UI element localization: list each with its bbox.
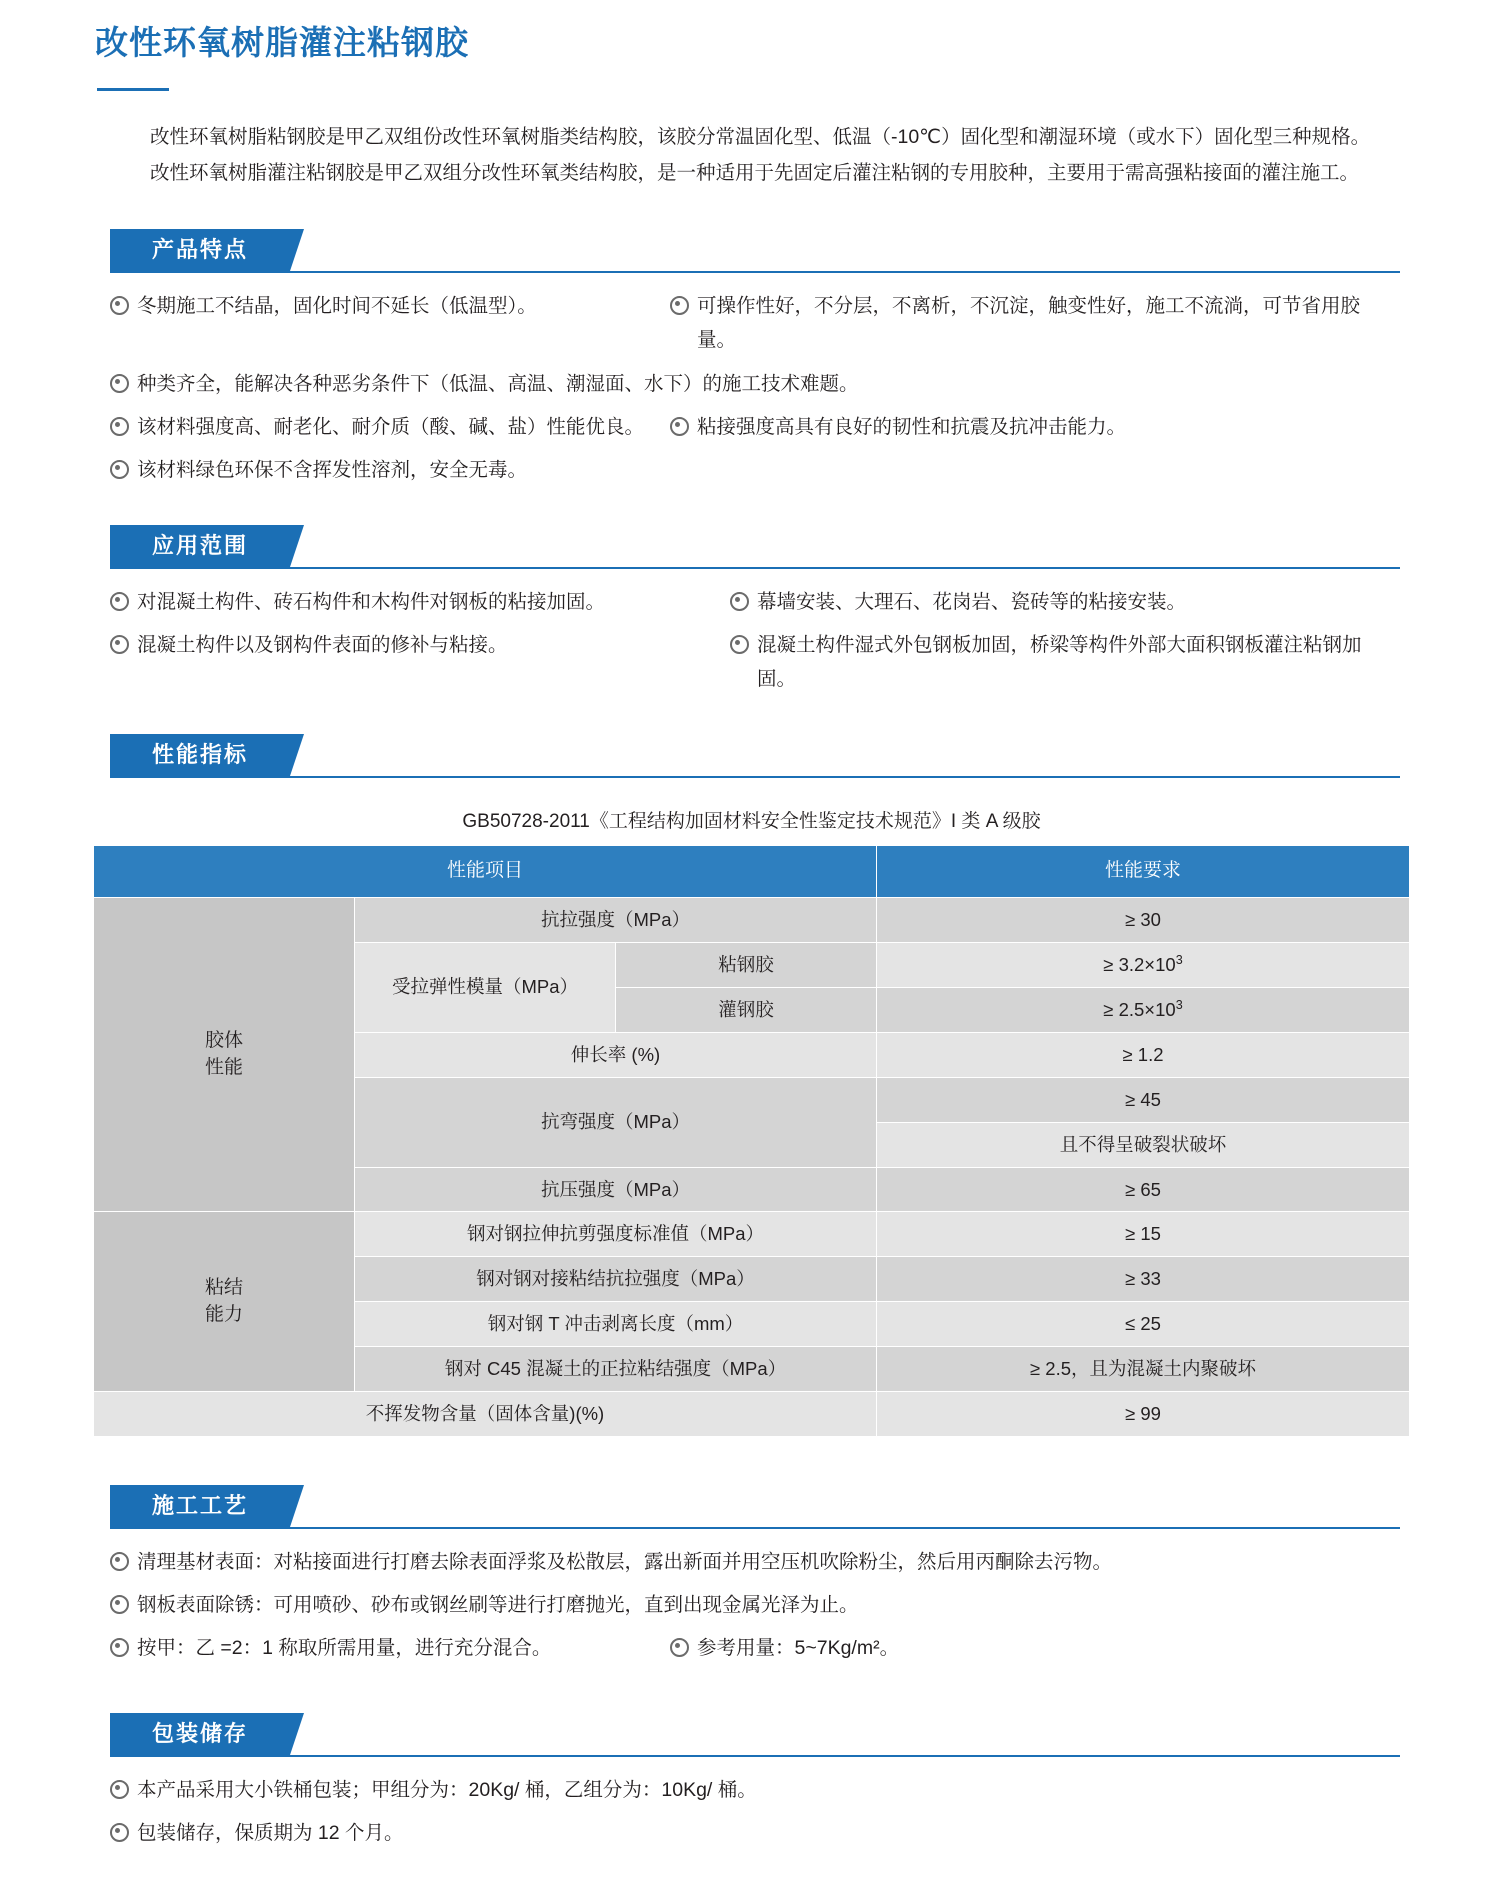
cell-value: ≥ 1.2 [877, 1032, 1410, 1077]
bullet-dot-icon [110, 296, 129, 315]
cell-value: ≤ 25 [877, 1302, 1410, 1347]
table-caption: GB50728-2011《工程结构加固材料安全性鉴定技术规范》I 类 A 级胶 [462, 811, 1041, 833]
cell-value: ≥ 99 [877, 1392, 1410, 1437]
section-header-performance [110, 734, 290, 776]
page-title: 改性环氧树脂灌注粘钢胶 [95, 24, 469, 61]
bullet-text: 参考用量：5~7Kg/m²。 [697, 1637, 900, 1660]
feature-bullet [110, 453, 1393, 487]
list-item [110, 1773, 1393, 1807]
list-item [110, 1588, 1393, 1622]
packaging-list [0, 1773, 1503, 1850]
section-underline [110, 1527, 1400, 1529]
bullet-text: 该材料绿色环保不含挥发性溶剂，安全无毒。 [137, 458, 528, 481]
cell-subitem: 灌钢胶 [616, 987, 877, 1032]
row-group-label-1: 胶体 性能 [94, 897, 355, 1212]
feature-bullet [110, 289, 670, 323]
bullet-dot-icon [110, 635, 129, 654]
bullet-dot-icon [110, 460, 129, 479]
bullet-dot-icon [110, 417, 129, 436]
list-item [110, 410, 1393, 444]
row-group-label-2: 粘结 能力 [94, 1212, 355, 1392]
cell-value: ≥ 45 [877, 1077, 1410, 1122]
section-header-process [110, 1485, 290, 1527]
list-item [110, 367, 1393, 401]
application-bullet [730, 628, 1393, 696]
bullet-dot-icon [110, 1823, 129, 1842]
application-bullet [110, 585, 730, 619]
title-underline [97, 88, 169, 91]
section-header-packaging [110, 1713, 290, 1755]
intro-paragraph-1: 改性环氧树脂粘钢胶是甲乙双组份改性环氧树脂类结构胶，该胶分常温固化型、低温（-10℃）固化型和潮湿环境（或水下）固化型三种规格。 [150, 126, 1371, 149]
feature-bullet [110, 410, 670, 444]
section-label: 产品特点 [151, 237, 248, 263]
list-item [110, 453, 1393, 487]
section-label: 性能指标 [151, 742, 248, 768]
bullet-dot-icon [110, 1552, 129, 1571]
bullet-dot-icon [110, 1780, 129, 1799]
bullet-text: 可操作性好，不分层，不离析，不沉淀，触变性好，施工不流淌，可节省用胶量。 [697, 295, 1361, 352]
bullet-text: 幕墙安装、大理石、花岗岩、瓷砖等的粘接安装。 [757, 590, 1187, 613]
cell-value: ≥ 65 [877, 1167, 1410, 1212]
list-item [110, 1631, 1393, 1665]
features-list [0, 289, 1503, 487]
section-label: 应用范围 [151, 532, 248, 558]
bullet-dot-icon [670, 1638, 689, 1657]
column-header-item: 性能项目 [94, 846, 877, 898]
section-header-features [110, 229, 290, 271]
product-datasheet-page [0, 20, 1503, 1890]
section-header-application [110, 525, 290, 567]
application-bullet [110, 628, 730, 662]
packaging-bullet [110, 1773, 1393, 1807]
bullet-dot-icon [110, 592, 129, 611]
bullet-text: 钢板表面除锈：可用喷砂、砂布或钢丝刷等进行打磨抛光，直到出现金属光泽为止。 [137, 1594, 859, 1617]
cell-item: 抗拉强度（MPa） [355, 897, 877, 942]
list-item [110, 628, 1393, 696]
application-bullet [730, 585, 1393, 619]
table-row [94, 897, 1410, 942]
process-bullet [670, 1631, 1393, 1665]
bullet-text: 清理基材表面：对粘接面进行打磨去除表面浮浆及松散层，露出新面并用空压机吹除粉尘，然后用丙酮除去污物。 [137, 1550, 1113, 1573]
bullet-text: 冬期施工不结晶，固化时间不延长（低温型）。 [137, 295, 537, 318]
section-underline [110, 1755, 1400, 1757]
cell-value: ≥ $3.2\times 10^3$ [877, 942, 1410, 987]
cell-item: 不挥发物含量（固体含量)(%) [94, 1392, 877, 1437]
cell-value: ≥ 15 [877, 1212, 1410, 1257]
cell-item: 钢对钢对接粘结抗拉强度（MPa） [355, 1257, 877, 1302]
column-header-value: 性能要求 [877, 846, 1410, 898]
bullet-text: 本产品采用大小铁桶包装；甲组分为：20Kg/ 桶，乙组分为：10Kg/ 桶。 [137, 1779, 757, 1802]
list-item [110, 1545, 1393, 1579]
bullet-dot-icon [730, 635, 749, 654]
table-row [94, 1392, 1410, 1437]
bullet-text: 对混凝土构件、砖石构件和木构件对钢板的粘接加固。 [137, 590, 606, 613]
bullet-dot-icon [110, 1595, 129, 1614]
process-bullet [110, 1545, 1393, 1579]
section-label: 施工工艺 [151, 1492, 248, 1518]
cell-value: ≥ 33 [877, 1257, 1410, 1302]
bullet-text: 混凝土构件以及钢构件表面的修补与粘接。 [137, 634, 508, 657]
bullet-dot-icon [670, 296, 689, 315]
cell-item: 伸长率 (%) [355, 1032, 877, 1077]
bullet-text: 按甲：乙 =2：1 称取所需用量，进行充分混合。 [137, 1637, 552, 1660]
table-header-row [94, 846, 1410, 898]
bullet-dot-icon [670, 417, 689, 436]
cell-value: ≥ 2.5，且为混凝土内聚破坏 [877, 1347, 1410, 1392]
application-list [0, 585, 1503, 696]
feature-bullet [670, 289, 1393, 357]
feature-bullet [670, 410, 1393, 444]
section-underline [110, 567, 1400, 569]
cell-subitem: 粘钢胶 [616, 942, 877, 987]
performance-table [93, 845, 1410, 1437]
list-item [110, 585, 1393, 619]
bullet-text: 混凝土构件湿式外包钢板加固，桥梁等构件外部大面积钢板灌注粘钢加固。 [757, 634, 1362, 691]
section-underline [110, 776, 1400, 778]
section-underline [110, 271, 1400, 273]
feature-bullet [110, 367, 1393, 401]
table-row [94, 1212, 1410, 1257]
list-item [110, 289, 1393, 357]
cell-value: ≥ 30 [877, 897, 1410, 942]
bullet-dot-icon [730, 592, 749, 611]
packaging-bullet [110, 1816, 1393, 1850]
cell-item: 钢对钢 T 冲击剥离长度（mm） [355, 1302, 877, 1347]
process-list [0, 1545, 1503, 1665]
bullet-text: 包装储存，保质期为 12 个月。 [137, 1822, 404, 1845]
process-bullet [110, 1588, 1393, 1622]
cell-value: 且不得呈破裂状破坏 [877, 1122, 1410, 1167]
cell-value: ≥ $2.5\times 10^3$ [877, 987, 1410, 1032]
bullet-text: 种类齐全，能解决各种恶劣条件下（低温、高温、潮湿面、水下）的施工技术难题。 [137, 372, 859, 395]
intro-paragraph-2: 改性环氧树脂灌注粘钢胶是甲乙双组分改性环氧类结构胶，是一种适用于先固定后灌注粘钢的专用胶种，主要用于需高强粘接面的灌注施工。 [150, 162, 1360, 185]
section-label: 包装储存 [151, 1721, 248, 1747]
intro-block [0, 119, 1503, 191]
cell-item: 抗弯强度（MPa） [355, 1077, 877, 1167]
bullet-dot-icon [110, 1638, 129, 1657]
cell-item: 受拉弹性模量（MPa） [355, 942, 616, 1032]
cell-item: 钢对 C45 混凝土的正拉粘结强度（MPa） [355, 1347, 877, 1392]
list-item [110, 1816, 1393, 1850]
bullet-text: 该材料强度高、耐老化、耐介质（酸、碱、盐）性能优良。 [137, 415, 645, 438]
bullet-dot-icon [110, 374, 129, 393]
cell-item: 钢对钢拉伸抗剪强度标准值（MPa） [355, 1212, 877, 1257]
bullet-text: 粘接强度高具有良好的韧性和抗震及抗冲击能力。 [697, 415, 1127, 438]
process-bullet [110, 1631, 670, 1665]
cell-item: 抗压强度（MPa） [355, 1167, 877, 1212]
